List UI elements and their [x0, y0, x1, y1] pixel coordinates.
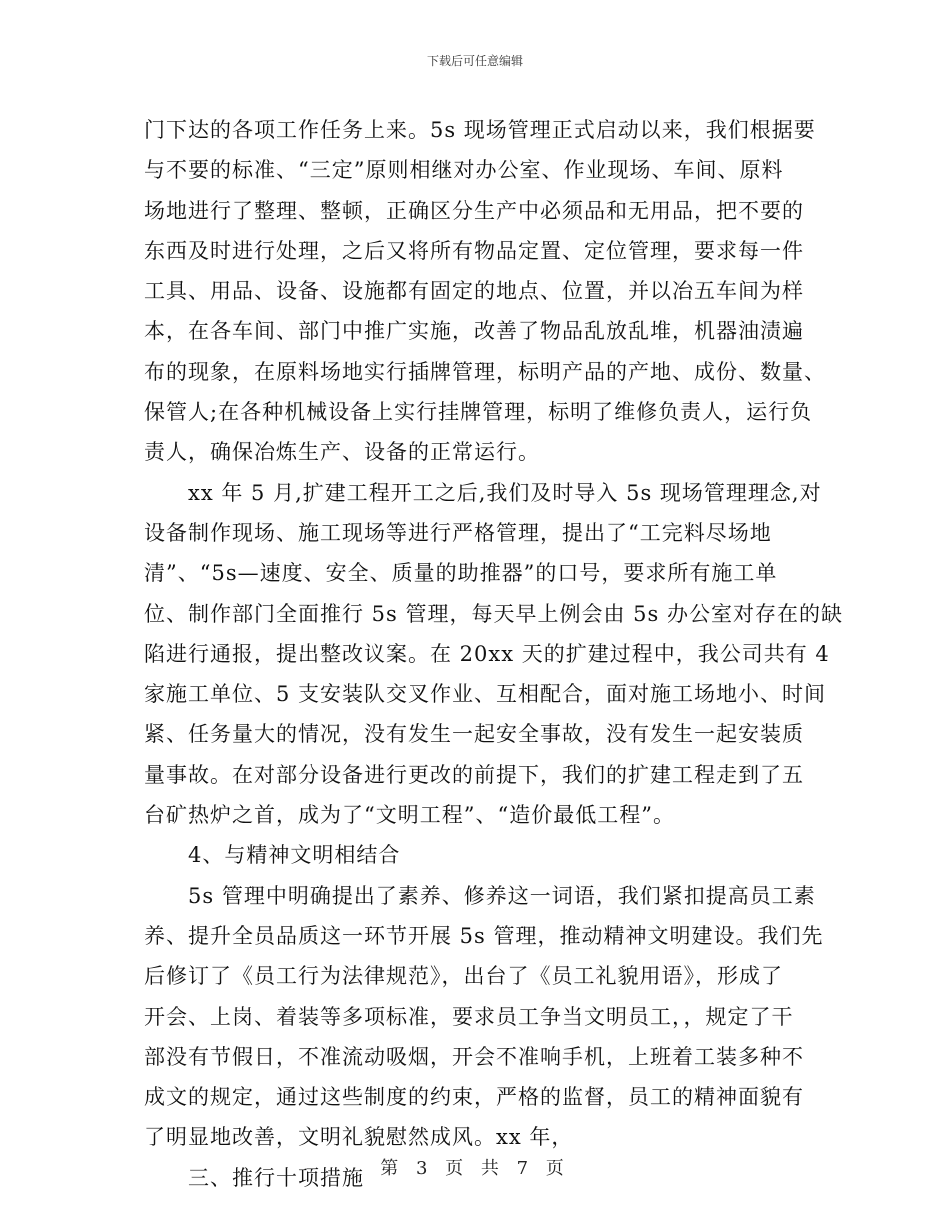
text-line: 养、提升全员品质这一环节开展 5s 管理，推动精神文明建设。我们先	[144, 923, 824, 948]
text-line: 清”、“5s—速度、安全、质量的助推器”的口号，要求所有施工单	[144, 561, 778, 586]
text-line: 紧、任务量大的情况，没有发生一起安全事故，没有发生一起安装质	[144, 722, 804, 747]
text-line: 开会、上岗、着装等多项标准，要求员工争当文明员工，，规定了干	[144, 1004, 794, 1029]
text-line: 后修订了《员工行为法律规范》，出台了《员工礼貌用语》，形成了	[144, 964, 783, 989]
text-line: 保管人;在各种机械设备上实行挂牌管理，标明了维修负责人，运行负	[144, 400, 813, 425]
text-line: 本，在各车间、部门中推广实施，改善了物品乱放乱堆，机器油渍遍	[144, 319, 804, 344]
document-body	[144, 110, 843, 1198]
section-heading: 三、推行十项措施	[188, 1165, 364, 1190]
text-line: 了明显地改善，文明礼貌慰然成风。xx 年，	[144, 1125, 574, 1150]
section-heading: 4、与精神文明相结合	[188, 843, 401, 868]
text-line: 设备制作现场、施工现场等进行严格管理，提出了“工完料尽场地	[144, 520, 772, 545]
text-line: 与不要的标准、“三定”原则相继对办公室、作业现场、车间、原料	[144, 158, 784, 183]
text-line: 责人，确保冶炼生产、设备的正常运行。	[144, 440, 540, 465]
page-header: 下载后可任意编辑	[426, 54, 523, 68]
text-line: 门下达的各项工作任务上来。5s 现场管理正式启动以来，我们根据要	[144, 118, 816, 142]
page-number: 第 3 页 共 7 页	[380, 1158, 570, 1179]
text-line: 场地进行了整理、整顿，正确区分生产中必须品和无用品，把不要的	[144, 198, 804, 223]
text-line: 工具、用品、设备、设施都有固定的地点、位置，并以冶五车间为样	[144, 279, 804, 304]
text-line: 5s 管理中明确提出了素养、修养这一词语，我们紧扣提高员工素	[188, 883, 816, 908]
text-line: 部没有节假日，不准流动吸烟，开会不准响手机，上班着工装多种不	[144, 1044, 804, 1069]
text-line: 东西及时进行处理，之后又将所有物品定置、定位管理，要求每一件	[144, 238, 804, 263]
text-line: xx 年 5 月,扩建工程开工之后,我们及时导入 5s 现场管理理念,对	[188, 480, 822, 505]
text-line: 台矿热炉之首，成为了“文明工程”、“造价最低工程”。	[144, 803, 675, 828]
text-line: 量事故。在对部分设备进行更改的前提下，我们的扩建工程走到了五	[144, 762, 804, 787]
text-line: 成文的规定，通过这些制度的约束，严格的监督，员工的精神面貌有	[144, 1085, 804, 1110]
text-line: 陷进行通报，提出整改议案。在 20xx 天的扩建过程中，我公司共有 4	[144, 641, 830, 666]
text-line: 位、制作部门全面推行 5s 管理，每天早上例会由 5s 办公室对存在的缺	[144, 601, 843, 626]
text-line: 家施工单位、5 支安装队交叉作业、互相配合，面对施工场地小、时间	[144, 682, 827, 707]
text-line: 布的现象，在原料场地实行插牌管理，标明产品的产地、成份、数量、	[144, 359, 826, 384]
